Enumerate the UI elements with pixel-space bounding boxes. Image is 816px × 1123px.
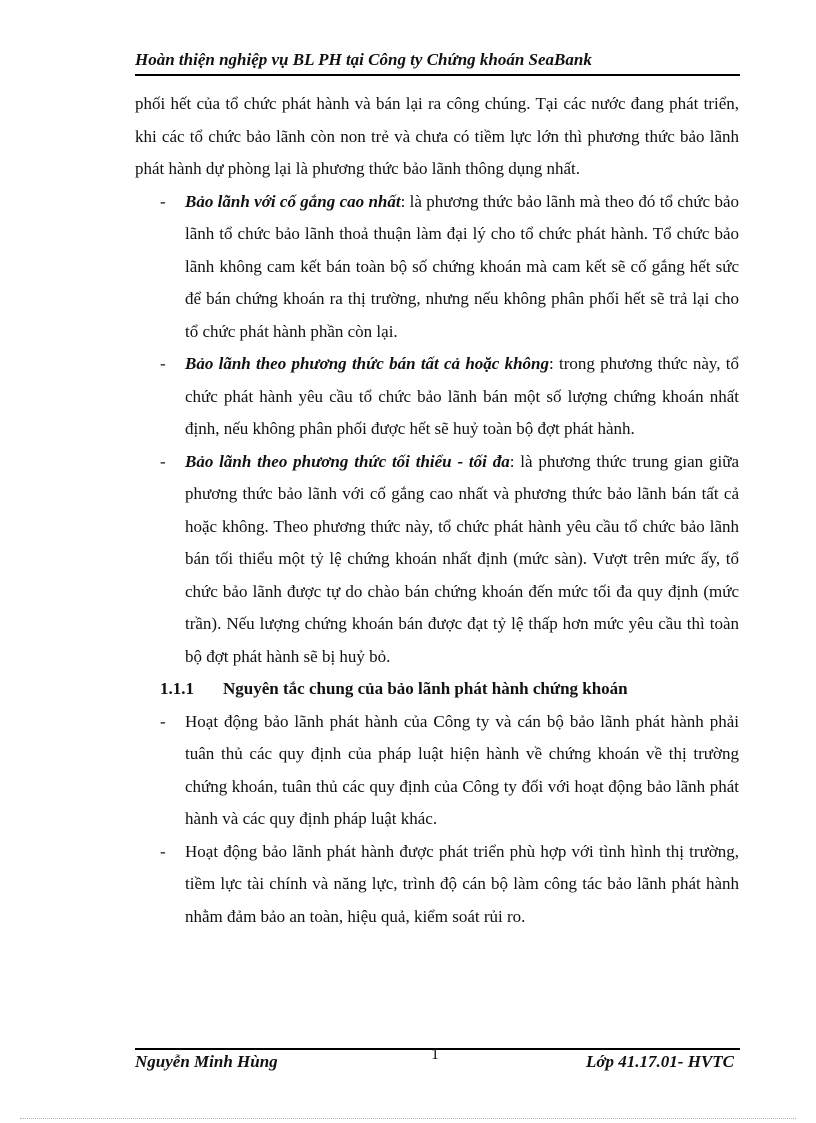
document-body [135,88,739,933]
section-heading [135,673,739,706]
method-title: Bảo lãnh theo phương thức bán tất cả hoặc không [185,354,549,373]
method-item-best-efforts [135,186,739,349]
method-title: Bảo lãnh với cố gắng cao nhất [185,191,401,211]
section-title: Nguyên tắc chung của bảo lãnh phát hành chứng khoán [223,679,628,698]
method-text: : là phương thức trung gian giữa phương thức bảo lãnh với cố gắng cao nhất và phương thức bảo lãnh bán tất cả hoặc không. Theo phương thức này, tổ chức phát hành yêu cầu tổ chức bảo lãnh bán tối thiểu một tỷ lệ chứng khoán nhất định (mức sàn). Vượt trên mức ấy, tổ chức bảo lãnh được tự do chào bán chứng khoán đến mức tối đa quy định (mức trần). Nếu lượng chứng khoán bán được đạt tỷ lệ thấp hơn mức yêu cầu thì toàn bộ đợt phát hành sẽ bị huỷ bỏ. [185,451,739,666]
principle-text: Hoạt động bảo lãnh phát hành của Công ty và cán bộ bảo lãnh phát hành phải tuân thủ các quy định của pháp luật hiện hành về chứng khoán về thị trường chứng khoán, tuân thủ các quy định của Công ty đối với hoạt động bảo lãnh phát hành và các quy định pháp luật khác. [185,711,739,828]
page-edge-divider [20,1118,796,1119]
bullet-dash: - [160,711,166,731]
principle-item-compliance [135,706,739,836]
bullet-dash: - [160,451,166,471]
footer-author: Nguyễn Minh Hùng [135,1052,278,1071]
section-number: 1.1.1 [160,679,194,698]
method-title: Bảo lãnh theo phương thức tối thiểu - tối đa [185,451,510,471]
footer-class-label: Lớp 41.17.01- HVTC [586,1052,734,1071]
principle-item-development [135,836,739,934]
bullet-dash: - [160,191,166,211]
method-item-all-or-none [135,348,739,446]
bullet-dash: - [160,841,166,861]
intro-paragraph: phối hết của tổ chức phát hành và bán lại ra công chúng. Tại các nước đang phát triển, khi các tổ chức bảo lãnh còn non trẻ và chưa có tiềm lực lớn thì phương thức bảo lãnh phát hành dự phòng lại là phương thức bảo lãnh thông dụng nhất. [135,94,739,178]
method-item-min-max [135,446,739,674]
page-footer [135,1046,740,1082]
page-header [135,48,740,76]
method-text: : trong phương thức này, tổ chức phát hành yêu cầu tổ chức bảo lãnh bán một số lượng chứng khoán nhất định, nếu không phân phối được hết sẽ huỷ toàn bộ đợt phát hành. [185,354,739,438]
header-title: Hoàn thiện nghiệp vụ BL PH tại Công ty Chứng khoán SeaBank [135,50,592,69]
bullet-dash: - [160,354,166,373]
method-text: : là phương thức bảo lãnh mà theo đó tổ chức bảo lãnh tổ chức bảo lãnh thoả thuận làm đại lý cho tổ chức phát hành. Tổ chức bảo lãnh không cam kết bán toàn bộ số chứng khoán mà cam kết sẽ cố gắng hết sức để bán chứng khoán ra thị trường, nhưng nếu không phân phối hết sẽ trả lại cho tổ chức phát hành phần còn lại. [185,191,739,341]
principle-text: Hoạt động bảo lãnh phát hành được phát triển phù hợp với tình hình thị trường, tiềm lực tài chính và năng lực, trình độ cán bộ làm công tác bảo lãnh phát hành nhằm đảm bảo an toàn, hiệu quả, kiểm soát rủi ro. [185,841,739,926]
page-number: 1 [431,1046,439,1063]
